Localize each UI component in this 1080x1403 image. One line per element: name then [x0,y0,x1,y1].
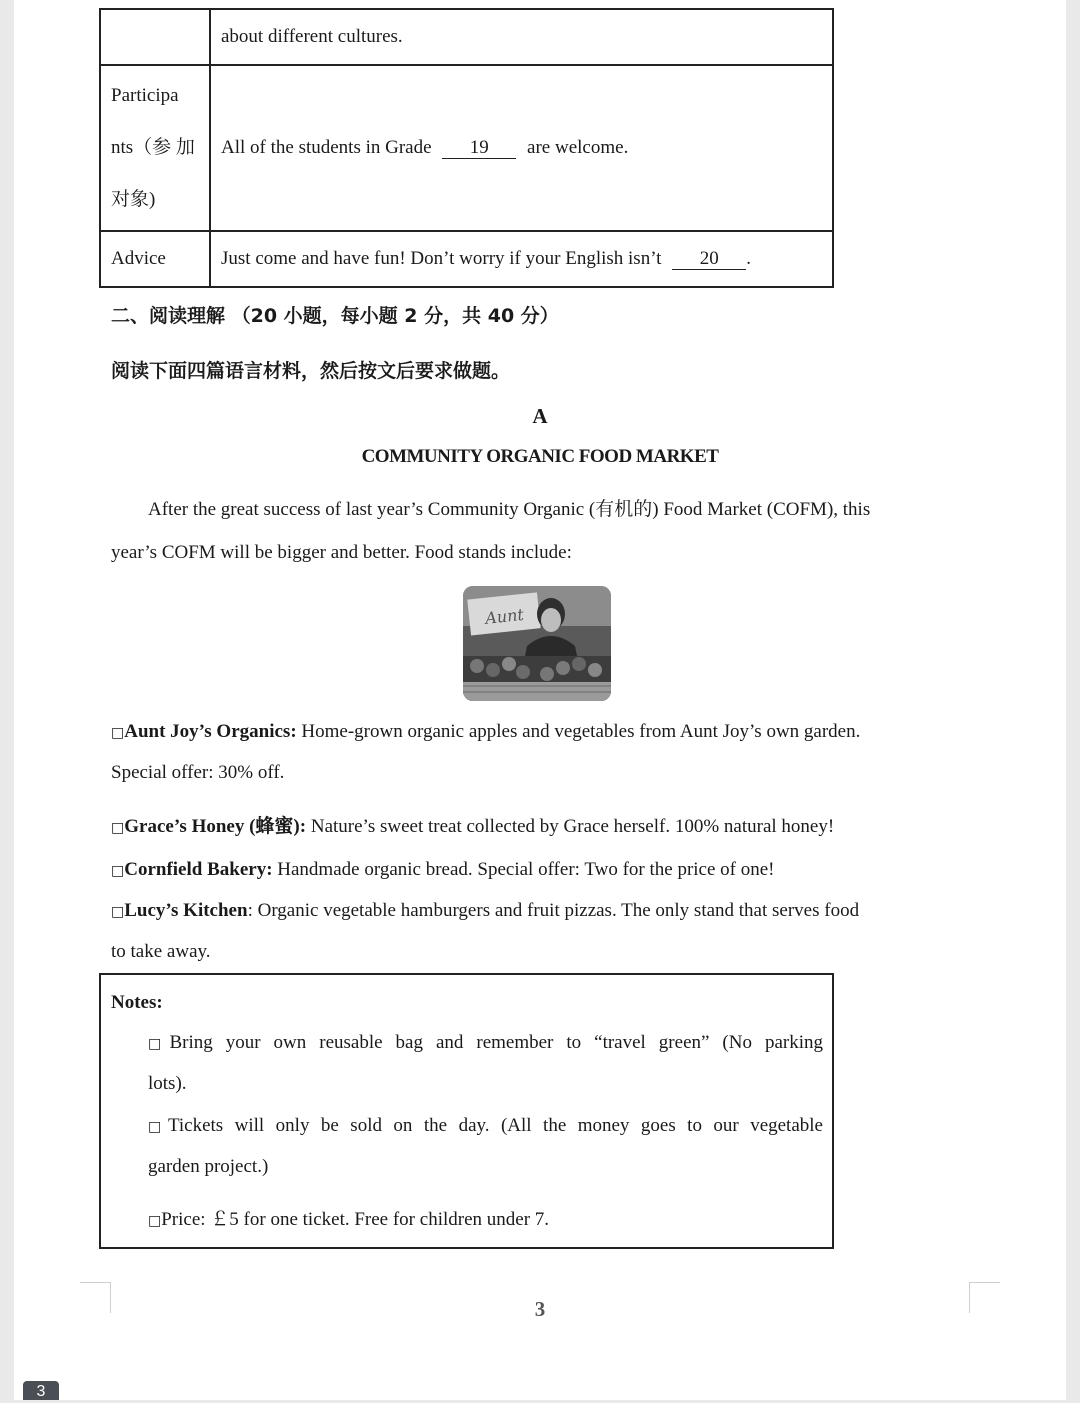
participants-label-cell [100,65,210,231]
stand-name: Lucy’s Kitchen [124,900,248,921]
participants-text-end: are welcome. [527,137,629,158]
stand-description: Home-grown organic apples and vegetables from Aunt Joy’s own garden. [296,721,861,742]
market-photo [463,586,611,701]
note-item-line2: lots). [148,1073,187,1094]
participants-text: All of the students in Grade [221,137,432,158]
advice-label-cell: Advice [100,231,210,287]
section-heading: 二、阅读理解 （20 小题，每小题 2 分，共 40 分） [111,305,559,327]
note-item [148,1115,823,1137]
stand-aunt-joys-line2: Special offer: 30% off. [111,762,285,783]
checkbox-bullet-icon: □ [111,820,125,836]
stand-description: : Organic vegetable hamburgers and fruit pizzas. The only stand that serves food [247,900,860,921]
participants-label-line: Participa [111,85,179,106]
note-item [148,1204,549,1231]
checkbox-bullet-icon: □ [111,904,125,920]
advice-content-cell [210,231,833,287]
note-text: Tickets will only be sold on the day. (All the money goes to our vegetable [167,1115,823,1136]
participants-label-line: 对象) [111,189,156,210]
stand-description: Nature’s sweet treat collected by Grace herself. 100% natural honey! [306,816,835,837]
advice-text-end: . [746,248,751,269]
checkbox-bullet-icon: □ [148,1036,170,1052]
stand-name: Cornfield Bakery: [124,859,273,880]
table-row [100,9,833,65]
event-info-table [99,8,834,288]
notes-heading: Notes: [111,992,163,1013]
stand-graces-honey [111,811,834,838]
note-item-line2: garden project.) [148,1156,269,1177]
table-label-cell [100,9,210,65]
stand-name: Grace’s Honey (蜂蜜): [124,816,307,837]
answer-blank-20: 20 [672,249,746,270]
checkbox-bullet-icon: □ [111,863,125,879]
stand-lucys-kitchen-line2: to take away. [111,941,211,962]
stand-description: Handmade organic bread. Special offer: Two for the price of one! [272,859,775,880]
passage-title: COMMUNITY ORGANIC FOOD MARKET [361,446,719,467]
passage-intro-line1: After the great success of last year’s Community Organic (有机的) Food Market (COFM), this [148,499,871,520]
photo-sign-text: Aunt [484,604,525,628]
checkbox-bullet-icon: □ [111,725,125,741]
passage-intro-line2: year’s COFM will be bigger and better. Food stands include: [111,542,572,563]
passage-letter: A [532,404,548,428]
table-content-cell: about different cultures. [210,9,833,65]
stand-name: Aunt Joy’s Organics: [124,721,297,742]
table-row [100,231,833,287]
stand-cornfield-bakery [111,859,775,881]
answer-blank-19: 19 [442,138,516,159]
advice-text: Just come and have fun! Don’t worry if your English isn’t [221,248,662,269]
note-text: Price: ￡5 for one ticket. Free for children under 7. [161,1209,550,1230]
participants-label-line: nts（参 加 [111,137,195,158]
stand-lucys-kitchen [111,900,859,922]
section-instruction: 阅读下面四篇语言材料，然后按文后要求做题。 [111,360,511,382]
page-number: 3 [534,1297,546,1321]
table-row [100,65,833,231]
page-indicator-badge[interactable]: 3 [23,1381,59,1400]
checkbox-bullet-icon: □ [148,1119,168,1135]
note-item [148,1032,823,1054]
stand-aunt-joys [111,721,860,743]
note-text: Bring your own reusable bag and remember to “travel green” (No parking [169,1032,823,1053]
market-photo-image [463,586,611,701]
participants-content-cell [210,65,833,231]
checkbox-bullet-icon: □ [148,1213,162,1229]
